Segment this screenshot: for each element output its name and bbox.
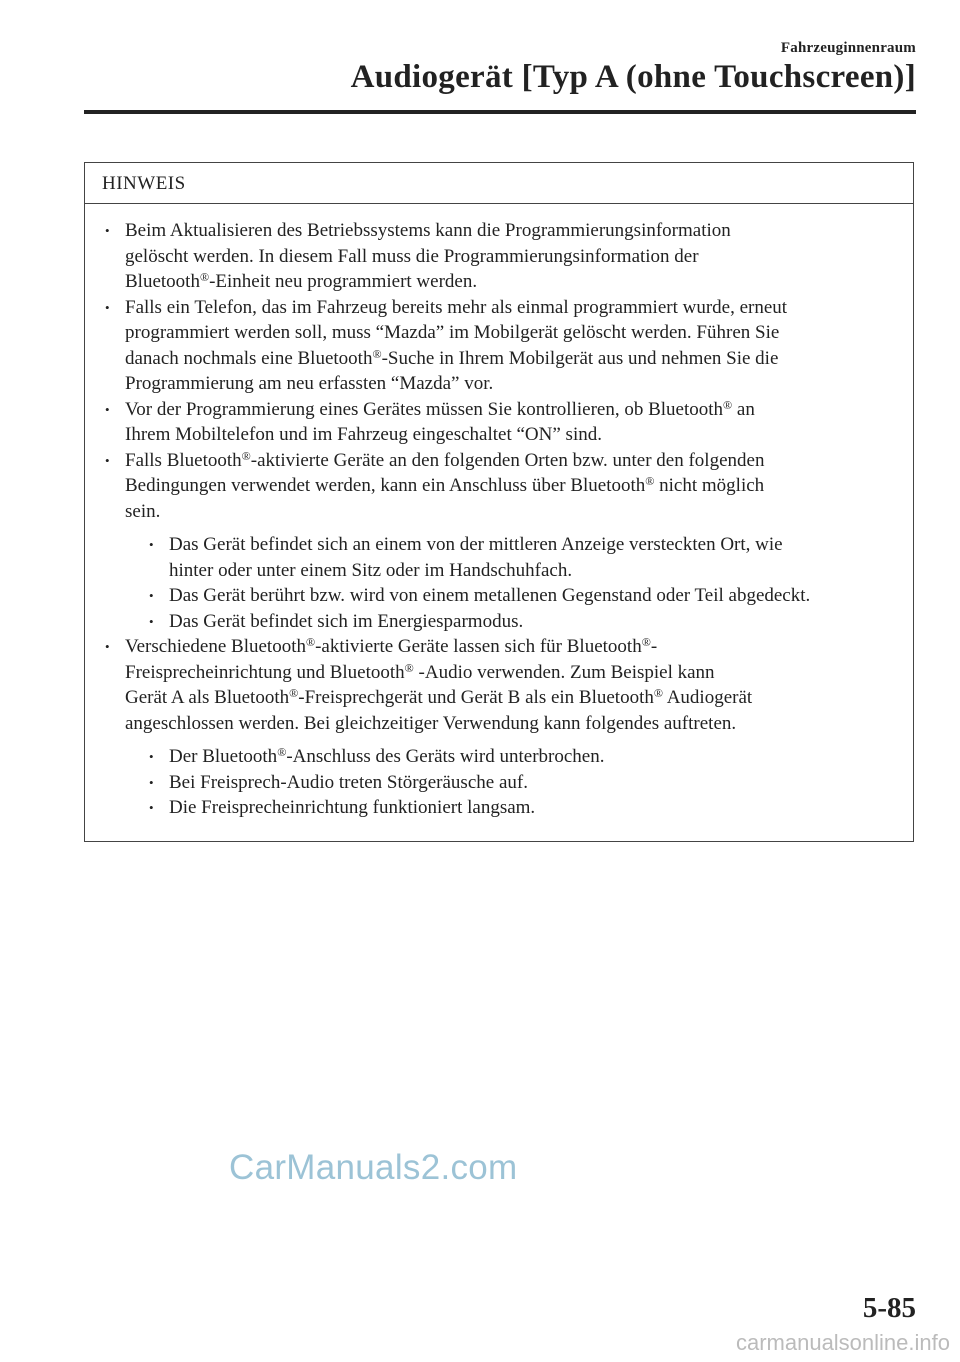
text-line: gelöscht werden. In diesem Fall muss die Programmierungsinformation der	[125, 245, 699, 267]
text-line: Gerät A als Bluetooth®-Freisprechgerät und Gerät B als ein Bluetooth® Audiogerät	[125, 686, 753, 708]
sub-list	[125, 744, 905, 821]
registered-mark: ®	[199, 270, 210, 284]
text-line: angeschlossen werden. Bei gleichzeitiger Verwendung kann folgendes auftreten.	[125, 712, 737, 734]
text-line: Ihrem Mobiltelefon und im Fahrzeug eingeschaltet “ON” sind.	[125, 424, 602, 445]
text-line: Bluetooth®-Einheit neu programmiert werden.	[125, 270, 478, 292]
registered-mark: ®	[723, 397, 733, 412]
bullet-icon: •	[105, 401, 110, 417]
sub-list-item	[125, 744, 905, 770]
bullet-icon: •	[105, 452, 110, 468]
text-line: Das Gerät befindet sich im Energiesparmodus.	[169, 610, 524, 632]
text-line: danach nochmals eine Bluetooth®-Suche in Ihrem Mobilgerät aus und nehmen Sie die	[125, 346, 779, 369]
registered-mark: ®	[305, 635, 316, 649]
bullet-icon: •	[149, 537, 154, 552]
text-line: Falls Bluetooth®-aktivierte Geräte an den folgenden Orten bzw. unter den folgenden	[125, 448, 765, 471]
text-line: programmiert werden soll, muss “Mazda” im Mobilgerät gelöscht werden. Führen Sie	[125, 322, 780, 343]
page-title: Audiogerät [Typ A (ohne Touchscreen)]	[350, 59, 916, 95]
text-line: Beim Aktualisieren des Betriebssystems kann die Programmierungsinformation	[125, 220, 731, 241]
list-item	[101, 218, 905, 295]
text-line: Der Bluetooth®-Anschluss des Geräts wird unterbrochen.	[169, 745, 605, 767]
sub-list-item	[125, 770, 905, 796]
sub-list	[125, 532, 905, 634]
bullet-icon: •	[105, 639, 110, 654]
note-box	[84, 162, 914, 842]
list-item	[101, 448, 905, 635]
bullet-icon: •	[149, 800, 154, 815]
text-line: Freisprecheinrichtung und Bluetooth® -Audio verwenden. Zum Beispiel kann	[125, 660, 715, 683]
watermark: CarManuals2.com	[229, 1148, 518, 1187]
registered-mark: ®	[653, 686, 663, 700]
text-line: Verschiedene Bluetooth®-aktivierte Geräte lassen sich für Bluetooth®-	[125, 635, 658, 657]
bullet-icon: •	[149, 613, 154, 629]
list-item	[101, 397, 905, 448]
text-line: Die Freisprecheinrichtung funktioniert langsam.	[169, 797, 536, 818]
registered-mark: ®	[641, 635, 651, 649]
sub-list-item	[125, 609, 905, 635]
registered-mark: ®	[277, 745, 287, 759]
list-item	[101, 295, 905, 397]
bullet-icon: •	[149, 588, 154, 603]
text-line: Bedingungen verwendet werden, kann ein Anschluss über Bluetooth® nicht möglich	[125, 474, 765, 496]
bullet-icon: •	[149, 749, 154, 764]
text-line: sein.	[125, 500, 161, 522]
page-number: 5-85	[862, 1292, 916, 1324]
registered-mark: ®	[404, 660, 414, 675]
registered-mark: ®	[241, 448, 251, 463]
registered-mark: ®	[645, 474, 655, 488]
text-line: Das Gerät befindet sich an einem von der mittleren Anzeige versteckten Ort, wie	[169, 534, 783, 555]
page-header	[351, 40, 916, 95]
note-body	[85, 204, 913, 821]
bullet-icon: •	[105, 299, 110, 315]
bullet-icon: •	[149, 774, 154, 790]
list-item	[101, 634, 905, 821]
sub-list-item	[125, 795, 905, 821]
text-line: Programmierung am neu erfassten “Mazda” vor.	[125, 373, 494, 394]
registered-mark: ®	[289, 686, 299, 700]
text-line: Bei Freisprech-Audio treten Störgeräusche auf.	[169, 771, 528, 793]
text-line: Falls ein Telefon, das im Fahrzeug bereits mehr als einmal programmiert wurde, erneut	[125, 296, 788, 318]
note-heading: HINWEIS	[85, 163, 913, 204]
text-line: Das Gerät berührt bzw. wird von einem metallenen Gegenstand oder Teil abgedeckt.	[169, 585, 811, 606]
section-name: Fahrzeuginnenraum	[780, 40, 916, 56]
footer-site-link[interactable]: carmanualsonline.info	[735, 1330, 950, 1355]
header-rule	[84, 110, 916, 114]
sub-list-item	[125, 583, 905, 609]
registered-mark: ®	[372, 346, 382, 361]
text-line: hinter oder unter einem Sitz oder im Handschuhfach.	[169, 559, 573, 581]
bullet-icon: •	[105, 223, 110, 238]
sub-list-item	[125, 532, 905, 583]
text-line: Vor der Programmierung eines Gerätes müssen Sie kontrollieren, ob Bluetooth® an	[125, 397, 755, 420]
